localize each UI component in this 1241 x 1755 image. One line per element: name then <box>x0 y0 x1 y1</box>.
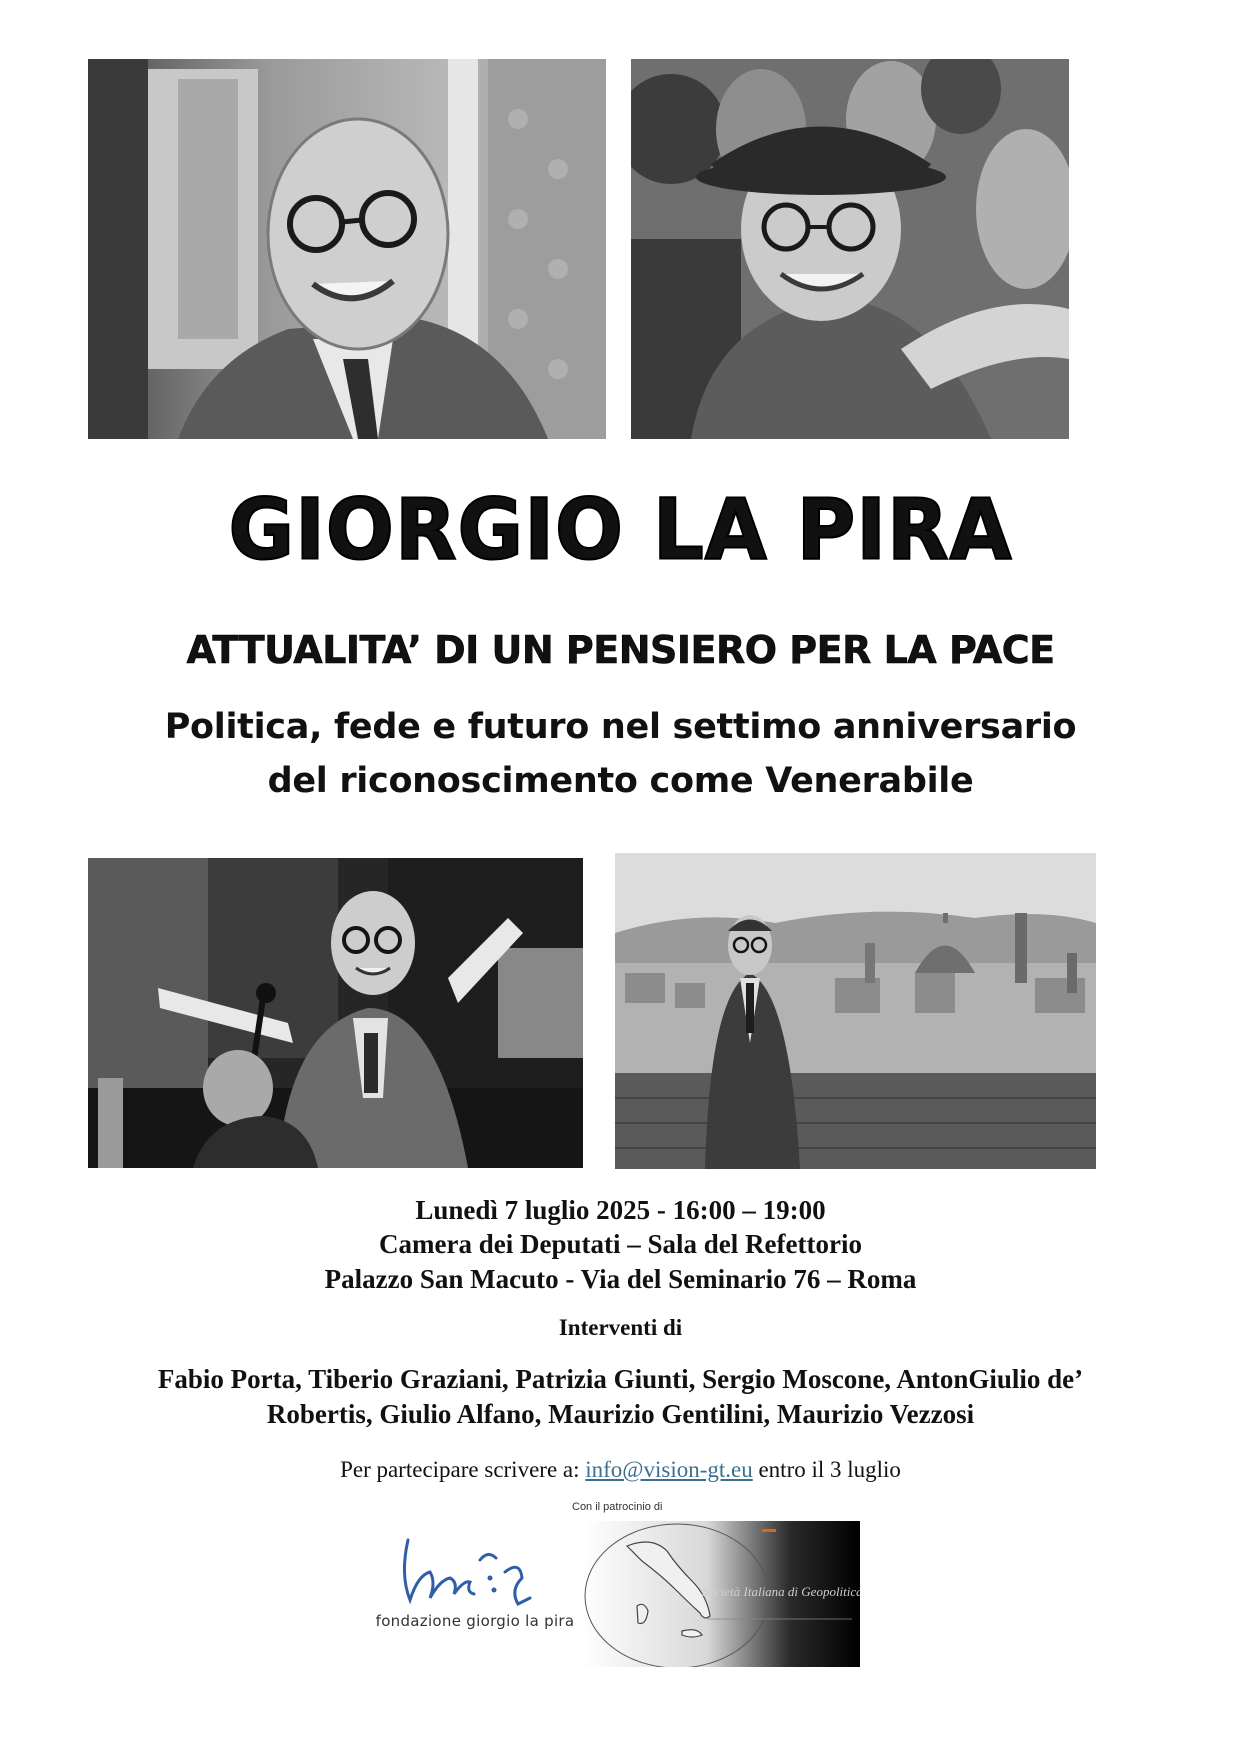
fondazione-logo <box>370 1520 575 1646</box>
speakers-heading: Interventi di <box>558 1315 683 1340</box>
tagline-line-1: Politica, fede e futuro nel settimo anniversario <box>164 707 1077 747</box>
speakers-list-line-2: Robertis, Giulio Alfano, Maurizio Gentilini, Maurizio Vezzosi <box>266 1399 975 1429</box>
photo-florence-skyline <box>615 853 1096 1169</box>
patronage-label: Con il patrocinio di <box>572 1501 663 1513</box>
speakers-list-line-1: Fabio Porta, Tiberio Graziani, Patrizia Giunti, Sergio Moscone, AntonGiulio de’ <box>157 1364 1084 1394</box>
signature-icon <box>370 1520 570 1610</box>
contact-prefix: Per partecipare scrivere a: <box>340 1457 580 1482</box>
event-address: Palazzo San Macuto - Via del Seminario 76 – Roma <box>324 1264 917 1294</box>
contact-line <box>0 1455 1241 1485</box>
contact-email-link[interactable]: info@vision-gt.eu <box>585 1457 753 1482</box>
tagline-line-2: del riconoscimento come Venerabile <box>267 761 974 801</box>
page-title: GIORGIO LA PIRA <box>228 480 1013 579</box>
fondazione-name: fondazione giorgio la pira <box>375 1612 575 1630</box>
patronage-name: Società Italiana di Geopolitica <box>702 1584 860 1599</box>
patronage-logo <box>582 1521 860 1667</box>
event-venue: Camera dei Deputati – Sala del Refettorio <box>379 1229 862 1259</box>
contact-suffix: entro il 3 luglio <box>758 1457 901 1482</box>
event-date-time: Lunedì 7 luglio 2025 - 16:00 – 19:00 <box>415 1195 826 1225</box>
photo-fedora-crowd <box>631 59 1069 439</box>
photo-speaking-open-arms <box>88 858 583 1168</box>
subtitle: ATTUALITA’ DI UN PENSIERO PER LA PACE <box>186 628 1055 672</box>
photo-portrait-window <box>88 59 606 439</box>
